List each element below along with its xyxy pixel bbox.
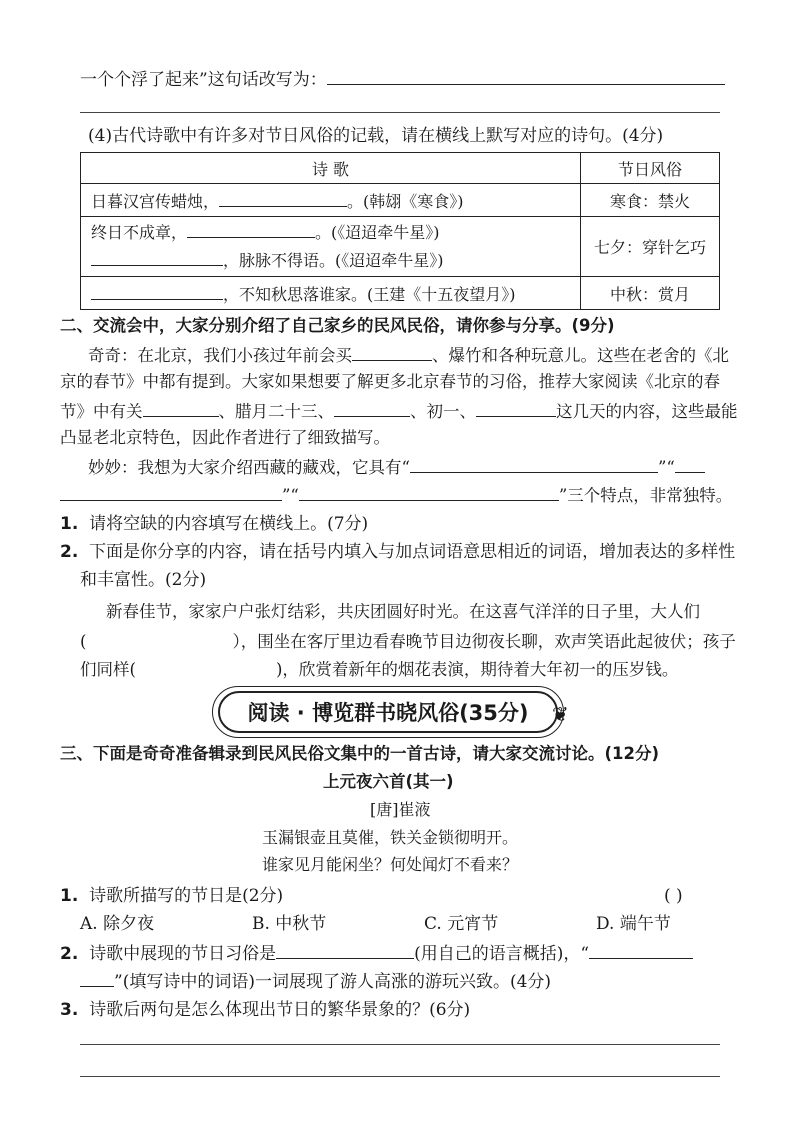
answer-line[interactable] [80,112,720,113]
section-2-title: 二、交流会中，大家分别介绍了自己家乡的民风民俗，请你参与分享。(9分) [60,316,615,335]
rewrite-prefix: 一个个浮了起来”这句话改写为： [80,70,327,90]
fill-blank[interactable] [410,454,658,473]
fill-blank[interactable] [589,940,693,959]
fill-blank[interactable] [219,188,347,207]
poem-title: 上元夜六首(其一) [323,772,454,791]
fill-blank[interactable] [143,398,219,417]
miaomiao-line-2: ”“ ”三个特点，非常独特。 [60,482,732,508]
table-cell-poem: 日暮汉宫传蜡烛， 。(韩翃《寒食》) [81,184,581,217]
qiqi-line-4: 凸显老北京特色，因此作者进行了细致描写。 [60,428,390,447]
fill-blank[interactable] [187,219,315,238]
fill-blank[interactable] [276,940,414,959]
rewrite-line [80,66,725,92]
option-d[interactable]: D. 端午节 [596,914,671,934]
table-cell-custom: 寒食：禁火 [581,184,720,217]
rewrite-blank[interactable] [327,66,725,85]
fill-blank[interactable] [352,342,432,361]
fill-blank[interactable] [91,247,223,266]
poem-author: [唐]崔液 [370,800,431,819]
fill-blank[interactable] [91,281,223,300]
sec2-question-2-cont: 和丰富性。(2分) [80,570,207,590]
fill-blank[interactable] [334,398,410,417]
poem-line-2: 谁家见月能闲坐？何处闻灯不看来？ [262,855,519,874]
qiqi-line-2: 京的春节》中都有提到。大家如果想要了解更多北京春节的习俗，推荐大家阅读《北京的春 [60,372,720,391]
answer-paren[interactable]: ( ) [664,886,683,906]
sec2-question-2: 2. 下面是你分享的内容，请在括号内填入与加点词语意思相近的词语，增加表达的多样性 [60,542,736,562]
table-cell-poem: ，不知秋思落谁家。(王建《十五夜望月》) [81,277,581,310]
table-cell-custom: 七夕：穿针乞巧 [581,217,720,277]
answer-line[interactable] [80,1044,720,1045]
fill-blank[interactable] [80,968,114,987]
table-header-custom: 节日风俗 [581,153,720,184]
poem-table [80,152,720,310]
qiqi-line-3: 节》中有关 、腊月二十三、 、初一、 这几天的内容，这些最能 [60,398,738,424]
sec3-question-3: 3. 诗歌后两句是怎么体现出节日的繁华景象的？(6分) [60,1000,471,1020]
qiqi-line-1: 奇奇：在北京，我们小孩过年前会买 、爆竹和各种玩意儿。这些在老舍的《北 [88,342,729,368]
share-para-line-3: 们同样( )，欣赏着新年的烟花表演，期待着大年初一的压岁钱。 [80,660,679,679]
fill-blank[interactable] [675,454,705,473]
sec2-question-1: 1. 请将空缺的内容填写在横线上。(7分) [60,514,369,534]
sec3-question-2: 2. 诗歌中展现的节日习俗是 (用自己的语言概括)，“ [60,940,693,966]
reading-banner: 阅读 · 博览群书晓风俗(35分) [218,691,558,733]
leaf-icon: ❦ [552,702,569,726]
share-para-line-1: 新春佳节，家家户户张灯结彩，共庆团圆好时光。在这喜气洋洋的日子里，大人们 [106,602,700,621]
poem-line-1: 玉漏银壶且莫催，铁关金锁彻明开。 [262,828,519,847]
fill-blank[interactable] [476,398,556,417]
option-a[interactable]: A. 除夕夜 [80,914,155,934]
table-cell-poem: 终日不成章， 。(《迢迢牵牛星》) ，脉脉不得语。(《迢迢牵牛星》) [81,217,581,277]
option-c[interactable]: C. 元宵节 [424,914,499,934]
section-3-title: 三、下面是奇奇准备辑录到民风民俗文集中的一首古诗，请大家交流讨论。(12分) [60,744,660,763]
fill-blank[interactable] [60,482,282,501]
sec3-question-2-cont: ”(填写诗中的词语)一词展现了游人高涨的游玩兴致。(4分) [80,968,551,994]
miaomiao-line-1: 妙妙：我想为大家介绍西藏的藏戏，它具有“ ”“ [88,454,705,480]
table-header-poem: 诗 歌 [81,153,581,184]
answer-line[interactable] [80,1076,720,1077]
fill-blank[interactable] [299,482,559,501]
table-cell-custom: 中秋：赏月 [581,277,720,310]
sec3-question-1: 1. 诗歌所描写的节日是(2分) [60,886,284,906]
q4-title: (4)古代诗歌中有许多对节日风俗的记载，请在横线上默写对应的诗句。(4分) [88,126,664,146]
option-b[interactable]: B. 中秋节 [252,914,327,934]
share-para-line-2: ( ），围坐在客厅里边看春晚节目边彻夜长聊，欢声笑语此起彼伏；孩子 [80,632,736,651]
